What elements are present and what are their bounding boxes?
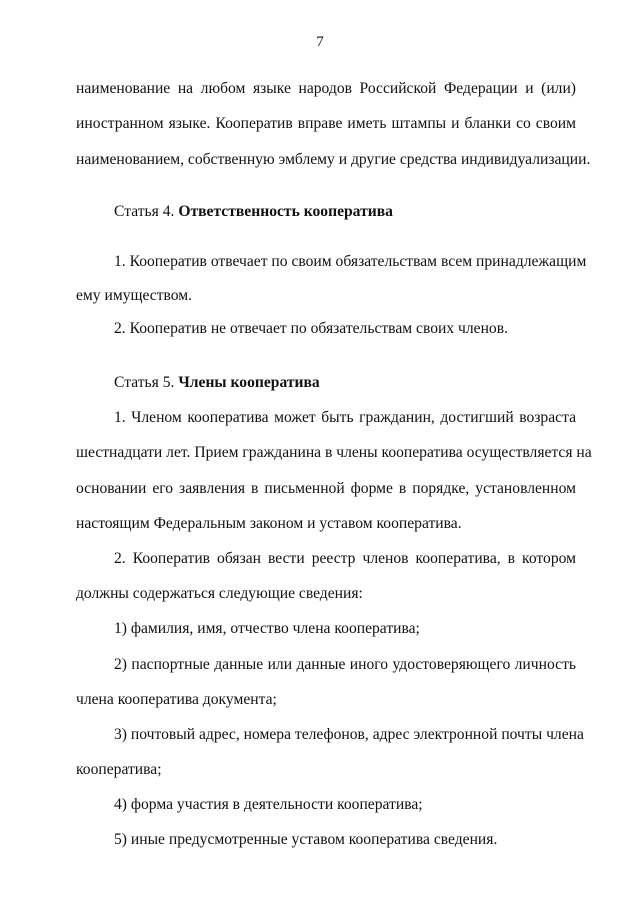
subitem-4-line-1: 4) форма участия в деятельности кооператива; bbox=[114, 796, 423, 813]
article-5-item-1-line-2: шестнадцати лет. Прием гражданина в члены кооператива осуществляется на bbox=[76, 444, 592, 461]
intro-line-2: иностранном языке. Кооператив вправе иметь штампы и бланки со своим bbox=[76, 115, 576, 132]
page-number: 7 bbox=[316, 34, 324, 50]
subitem-1-line-1: 1) фамилия, имя, отчество члена кооператива; bbox=[114, 620, 420, 637]
intro-line-3: наименованием, собственную эмблему и другие средства индивидуализации. bbox=[76, 151, 591, 168]
article-5-heading bbox=[114, 373, 320, 393]
article-4-prefix: Статья 4. bbox=[114, 203, 175, 220]
article-4-item-1-line-2: ему имуществом. bbox=[76, 287, 193, 304]
article-5-item-2-line-1: 2. Кооператив обязан вести реестр членов кооператива, в котором bbox=[114, 550, 576, 567]
article-5-prefix: Статья 5. bbox=[114, 374, 175, 391]
intro-line-1: наименование на любом языке народов Российской Федерации и (или) bbox=[76, 80, 576, 97]
article-4-title: Ответственность кооператива bbox=[178, 203, 393, 220]
subitem-5-line-1: 5) иные предусмотренные уставом кооператива сведения. bbox=[114, 831, 498, 848]
article-5-item-1-line-3: основании его заявления в письменной форме в порядке, установленном bbox=[76, 480, 576, 497]
article-4-item-2-line-1: 2. Кооператив не отвечает по обязательствам своих членов. bbox=[114, 320, 508, 337]
article-4-heading bbox=[114, 202, 393, 222]
article-5-item-1-line-4: настоящим Федеральным законом и уставом кооператива. bbox=[76, 515, 462, 532]
article-4-item-1-line-1: 1. Кооператив отвечает по своим обязательствам всем принадлежащим bbox=[114, 253, 587, 270]
article-5-item-2-line-2: должны содержаться следующие сведения: bbox=[76, 585, 363, 602]
subitem-3-line-2: кооператива; bbox=[76, 761, 162, 778]
article-5-item-1-line-1: 1. Членом кооператива может быть гражданин, достигший возраста bbox=[114, 409, 576, 426]
article-5-title: Члены кооператива bbox=[178, 374, 320, 391]
subitem-3-line-1: 3) почтовый адрес, номера телефонов, адрес электронной почты члена bbox=[114, 726, 584, 743]
subitem-2-line-1: 2) паспортные данные или данные иного удостоверяющего личность bbox=[114, 656, 576, 673]
subitem-2-line-2: члена кооператива документа; bbox=[76, 691, 277, 708]
